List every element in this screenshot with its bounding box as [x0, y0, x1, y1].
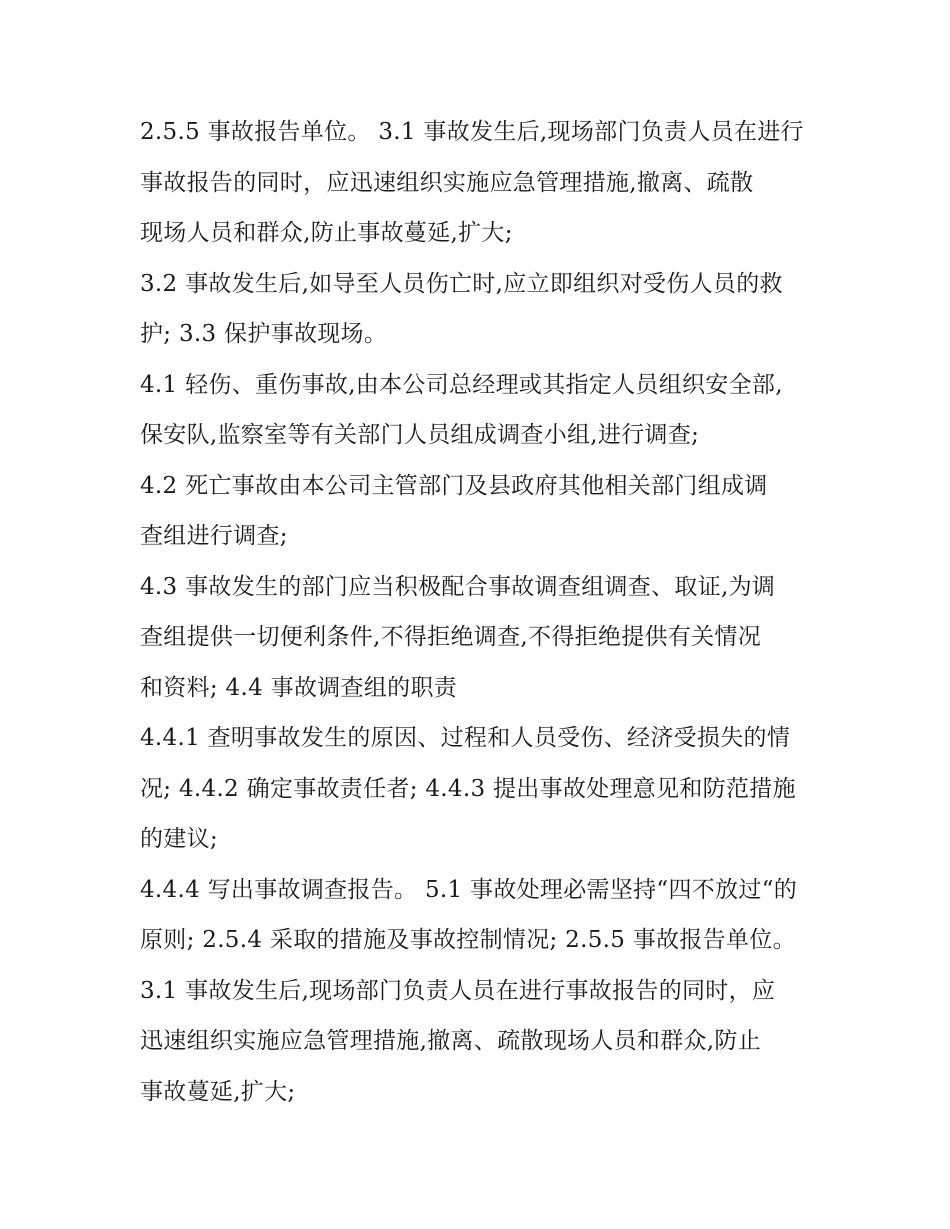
text-line: 4.4.4 写出事故调查报告。 5.1 事故处理必需坚持“四不放过“的 — [140, 876, 798, 903]
text-line: 3.1 事故发生后,现场部门负责人员在进行事故报告的同时，应 — [140, 977, 776, 1004]
text-line: 和资料; 4.4 事故调查组的职责 — [140, 674, 458, 701]
text-line: 4.2 死亡事故由本公司主管部门及县政府其他相关部门组成调 — [140, 472, 768, 499]
text-line: 保安队,监察室等有关部门人员组成调查小组,进行调查; — [140, 422, 700, 448]
text-line: 事故蔓延,扩大; — [140, 1078, 296, 1105]
text-line: 原则; 2.5.4 采取的措施及事故控制情况; 2.5.5 事故报告单位。 — [140, 927, 796, 953]
text-line: 2.5.5 事故报告单位。 3.1 事故发生后,现场部门负责人员在进行 — [140, 119, 804, 145]
text-line: 查组提供一切便利条件,不得拒绝调查,不得拒绝提供有关情况 — [140, 624, 762, 650]
document-body — [140, 107, 820, 1117]
text-line: 护; 3.3 保护事故现场。 — [140, 321, 388, 347]
text-line: 4.4.1 查明事故发生的原因、过程和人员受伤、经济受损失的情 — [140, 725, 791, 751]
text-line: 事故报告的同时，应迅速组织实施应急管理措施,撤离、疏散 — [140, 169, 754, 196]
text-line: 查组进行调查; — [140, 523, 288, 549]
text-line: 4.1 轻伤、重伤事故,由本公司总经理或其指定人员组织安全部, — [140, 371, 783, 398]
text-line: 迅速组织实施应急管理措施,撤离、疏散现场人员和群众,防止 — [140, 1028, 762, 1054]
text-line: 4.3 事故发生的部门应当积极配合事故调查组调查、取证,为调 — [140, 573, 776, 600]
text-line: 的建议; — [140, 826, 218, 852]
text-line: 3.2 事故发生后,如导至人员伤亡时,应立即组织对受伤人员的救 — [140, 270, 783, 297]
text-line: 现场人员和群众,防止事故蔓延,扩大; — [140, 220, 513, 246]
text-line: 况; 4.4.2 确定事故责任者; 4.4.3 提出事故处理意见和防范措施 — [140, 775, 796, 802]
